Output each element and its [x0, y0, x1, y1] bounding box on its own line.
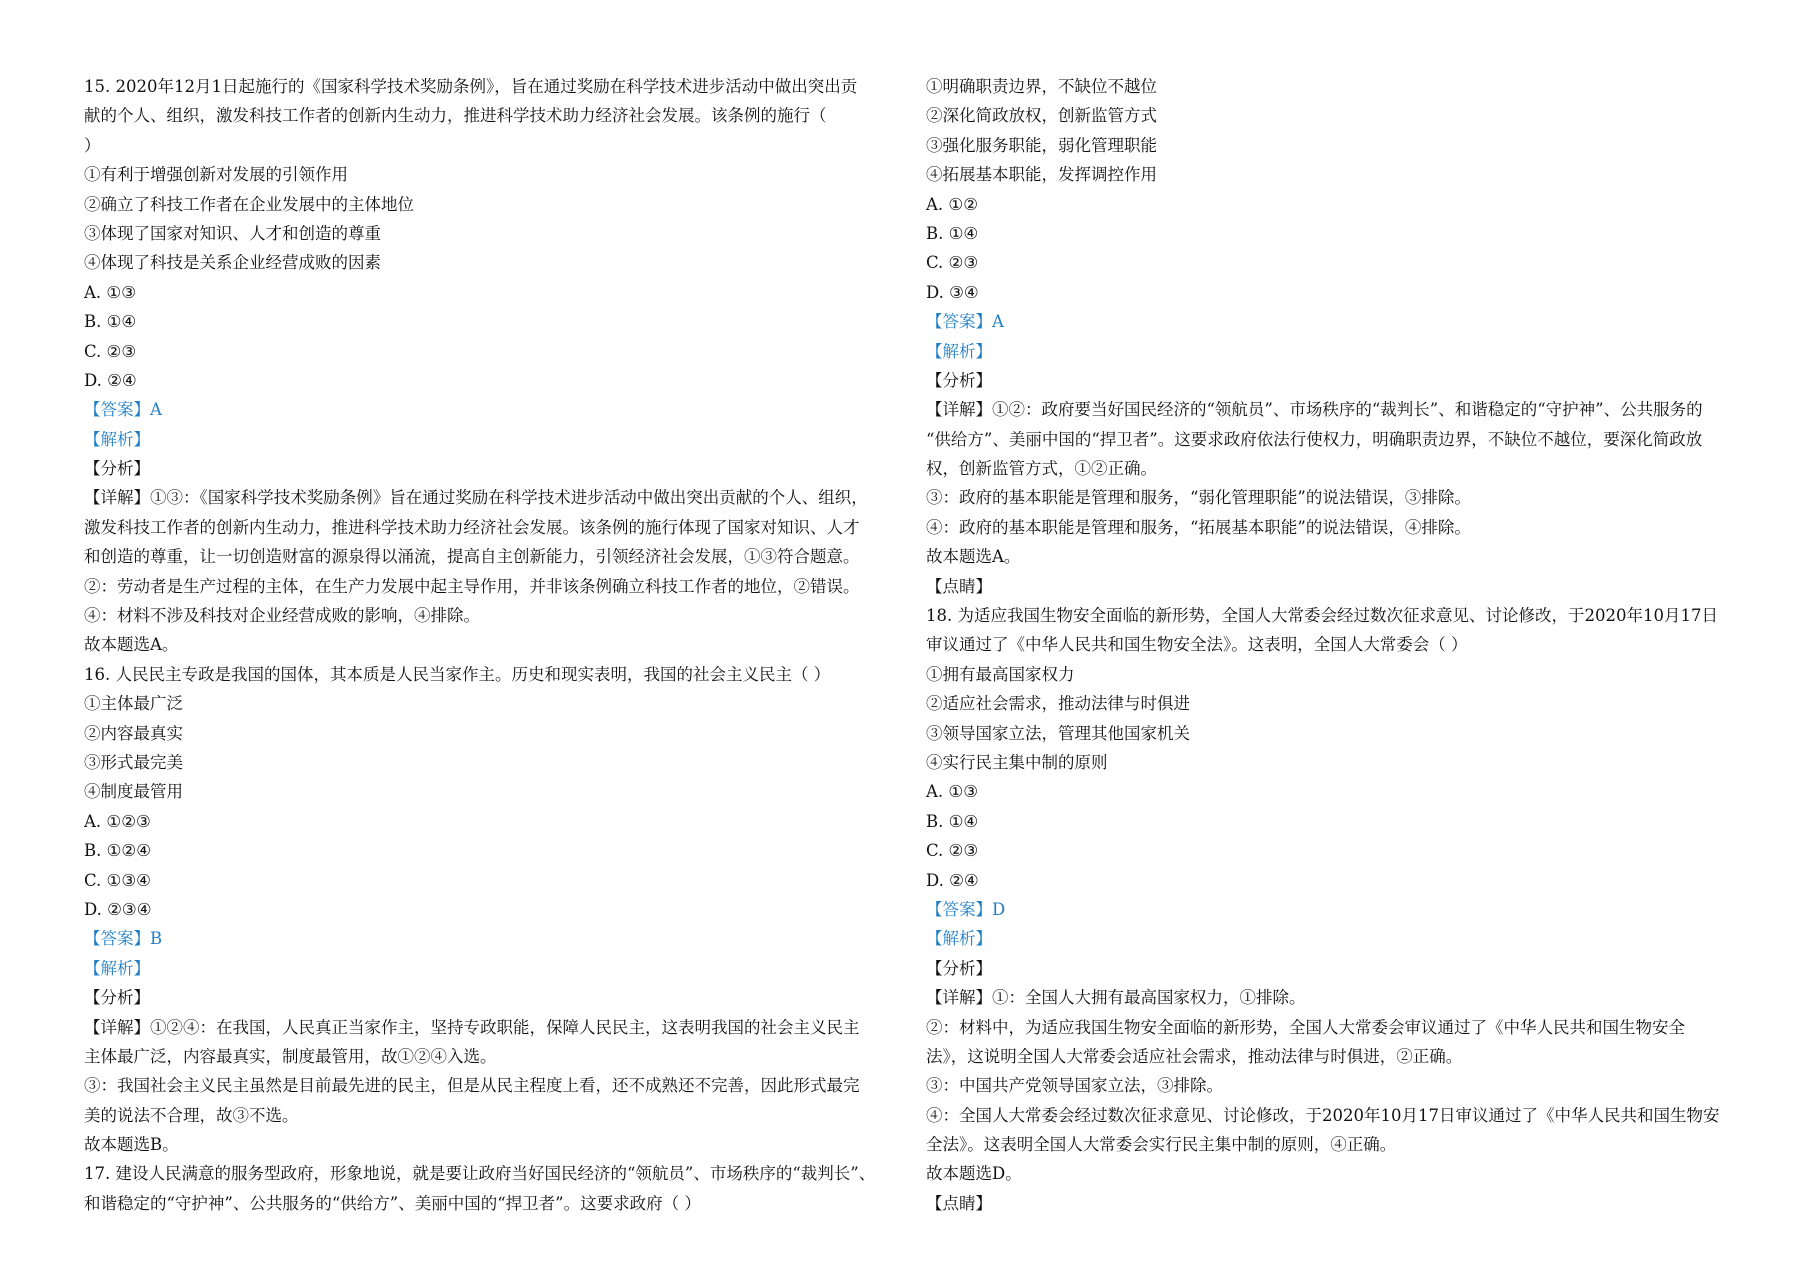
- text-line: 审议通过了《中华人民共和国生物安全法》。这表明，全国人大常委会（ ）: [926, 635, 1468, 655]
- text-line: 献的个人、组织，激发科技工作者的创新内生动力，推进科学技术助力经济社会发展。该条例的施行（: [84, 106, 827, 126]
- text-line: A. ①③: [84, 282, 136, 302]
- text-line: D. ②④: [926, 870, 979, 890]
- text-line: D. ②③④: [84, 899, 152, 919]
- text-line: ②深化简政放权，创新监管方式: [926, 106, 1157, 126]
- text-line: 权，创新监管方式，①②正确。: [926, 459, 1157, 479]
- text-line: ④制度最管用: [84, 782, 183, 802]
- text-line: ④拓展基本职能，发挥调控作用: [926, 165, 1157, 185]
- explanation-label: 【解析】: [926, 929, 992, 949]
- text-line: B. ①④: [926, 811, 979, 831]
- explanation-label: 【解析】: [84, 958, 150, 978]
- text-line: 【分析】: [84, 988, 150, 1008]
- text-line: ③领导国家立法，管理其他国家机关: [926, 723, 1190, 743]
- text-line: ①明确职责边界，不缺位不越位: [926, 77, 1157, 96]
- text-line: 故本题选A。: [926, 547, 1021, 567]
- text-line: 【详解】①②：政府要当好国民经济的“领航员”、市场秩序的“裁判长”、和谐稳定的“守护神”、公共服务的: [926, 400, 1703, 420]
- text-line: ③：中国共产党领导国家立法，③排除。: [926, 1076, 1223, 1096]
- text-line: A. ①③: [926, 782, 978, 802]
- text-line: A. ①②: [926, 194, 978, 214]
- text-line: D. ②④: [84, 370, 137, 390]
- text-line: ①主体最广泛: [84, 694, 183, 714]
- text-line: ③形式最完美: [84, 752, 183, 772]
- text-line: “供给方”、美丽中国的“捍卫者”。这要求政府依法行使权力，明确职责边界，不缺位不越位，要深化简政放: [926, 429, 1703, 449]
- text-line: 法》，这说明全国人大常委会适应社会需求，推动法律与时俱进，②正确。: [926, 1046, 1463, 1066]
- text-line: 【分析】: [926, 958, 992, 978]
- text-line: 【分析】: [926, 370, 992, 390]
- text-line: B. ①②④: [84, 841, 151, 861]
- text-line: 【分析】: [84, 459, 150, 479]
- text-line: ①有利于增强创新对发展的引领作用: [84, 165, 348, 185]
- text-line: ③体现了国家对知识、人才和创造的尊重: [84, 223, 381, 243]
- text-line: ④：材料不涉及科技对企业经营成败的影响，④排除。: [84, 606, 480, 626]
- text-line: ②确立了科技工作者在企业发展中的主体地位: [84, 194, 414, 214]
- text-line: ①拥有最高国家权力: [926, 664, 1075, 684]
- text-line: C. ②③: [84, 341, 137, 361]
- text-line: ④：政府的基本职能是管理和服务，“拓展基本职能”的说法错误，④排除。: [926, 517, 1471, 537]
- text-line: ④体现了科技是关系企业经营成败的因素: [84, 253, 381, 273]
- text-line: ③强化服务职能，弱化管理职能: [926, 135, 1157, 155]
- text-line: ②适应社会需求，推动法律与时俱进: [926, 694, 1190, 714]
- text-line: ②：材料中，为适应我国生物安全面临的新形势，全国人大常委会审议通过了《中华人民共和国生物安全: [926, 1017, 1685, 1037]
- text-line: C. ②③: [926, 253, 979, 273]
- text-line: B. ①④: [926, 223, 979, 243]
- text-line: 美的说法不合理，故③不选。: [84, 1105, 299, 1125]
- explanation-label: 【解析】: [926, 341, 992, 361]
- text-line: B. ①④: [84, 312, 137, 332]
- explanation-label: 【解析】: [84, 429, 150, 449]
- text-line: 【点睛】: [926, 1193, 992, 1213]
- text-line: ④：全国人大常委会经过数次征求意见、讨论修改，于2020年10月17日审议通过了《中华人民共和国生物安: [926, 1105, 1720, 1125]
- text-line: 18. 为适应我国生物安全面临的新形势，全国人大常委会经过数次征求意见、讨论修改，于2020年10月17日: [926, 606, 1718, 626]
- text-line: 和谐稳定的“守护神”、公共服务的“供给方”、美丽中国的“捍卫者”。这要求政府（ ）: [84, 1193, 701, 1213]
- text-line: 故本题选D。: [926, 1164, 1022, 1184]
- text-line: 【详解】①：全国人大拥有最高国家权力，①排除。: [926, 988, 1306, 1008]
- text-line: 和创造的尊重，让一切创造财富的源泉得以涌流，提高自主创新能力，引领经济社会发展，①③符合题意。: [84, 547, 860, 567]
- text-line: 激发科技工作者的创新内生动力，推进科学技术助力经济社会发展。该条例的施行体现了国家对知识、人才: [84, 517, 860, 537]
- text-line: 【详解】①②④：在我国，人民真正当家作主，坚持专政职能，保障人民民主，这表明我国的社会主义民主: [84, 1017, 860, 1037]
- text-line: ③：政府的基本职能是管理和服务，“弱化管理职能”的说法错误，③排除。: [926, 488, 1471, 508]
- text-line: ）: [84, 135, 101, 155]
- right-column: [926, 72, 1734, 1218]
- text-line: ③：我国社会主义民主虽然是目前最先进的民主，但是从民主程度上看，还不成熟还不完善，因此形式最完: [84, 1076, 860, 1096]
- answer-label: 【答案】D: [926, 899, 1006, 919]
- text-line: 16. 人民民主专政是我国的国体，其本质是人民当家作主。历史和现实表明，我国的社会主义民主（ ）: [84, 664, 831, 684]
- text-line: C. ②③: [926, 841, 979, 861]
- text-line: ④实行民主集中制的原则: [926, 752, 1108, 772]
- text-line: 15. 2020年12月1日起施行的《国家科学技术奖励条例》，旨在通过奖励在科学技术进步活动中做出突出贡: [84, 77, 858, 96]
- text-line: 主体最广泛，内容最真实，制度最管用，故①②④入选。: [84, 1046, 497, 1066]
- left-column: [84, 72, 892, 1218]
- text-line: ②：劳动者是生产过程的主体，在生产力发展中起主导作用，并非该条例确立科技工作者的地位，②错误。: [84, 576, 860, 596]
- answer-label: 【答案】A: [926, 312, 1004, 332]
- text-line: D. ③④: [926, 282, 979, 302]
- answer-label: 【答案】A: [84, 400, 162, 420]
- answer-label: 【答案】B: [84, 929, 163, 949]
- text-line: 故本题选A。: [84, 635, 179, 655]
- text-line: A. ①②③: [84, 811, 151, 831]
- text-line: 故本题选B。: [84, 1135, 179, 1155]
- text-line: C. ①③④: [84, 870, 151, 890]
- text-line: ②内容最真实: [84, 723, 183, 743]
- text-line: 【详解】①③：《国家科学技术奖励条例》旨在通过奖励在科学技术进步活动中做出突出贡献的个人、组织，: [84, 488, 868, 508]
- text-line: 17. 建设人民满意的服务型政府，形象地说，就是要让政府当好国民经济的“领航员”、市场秩序的“裁判长”、: [84, 1164, 876, 1184]
- text-line: 【点睛】: [926, 576, 992, 596]
- text-line: 全法》。这表明全国人大常委会实行民主集中制的原则，④正确。: [926, 1135, 1397, 1155]
